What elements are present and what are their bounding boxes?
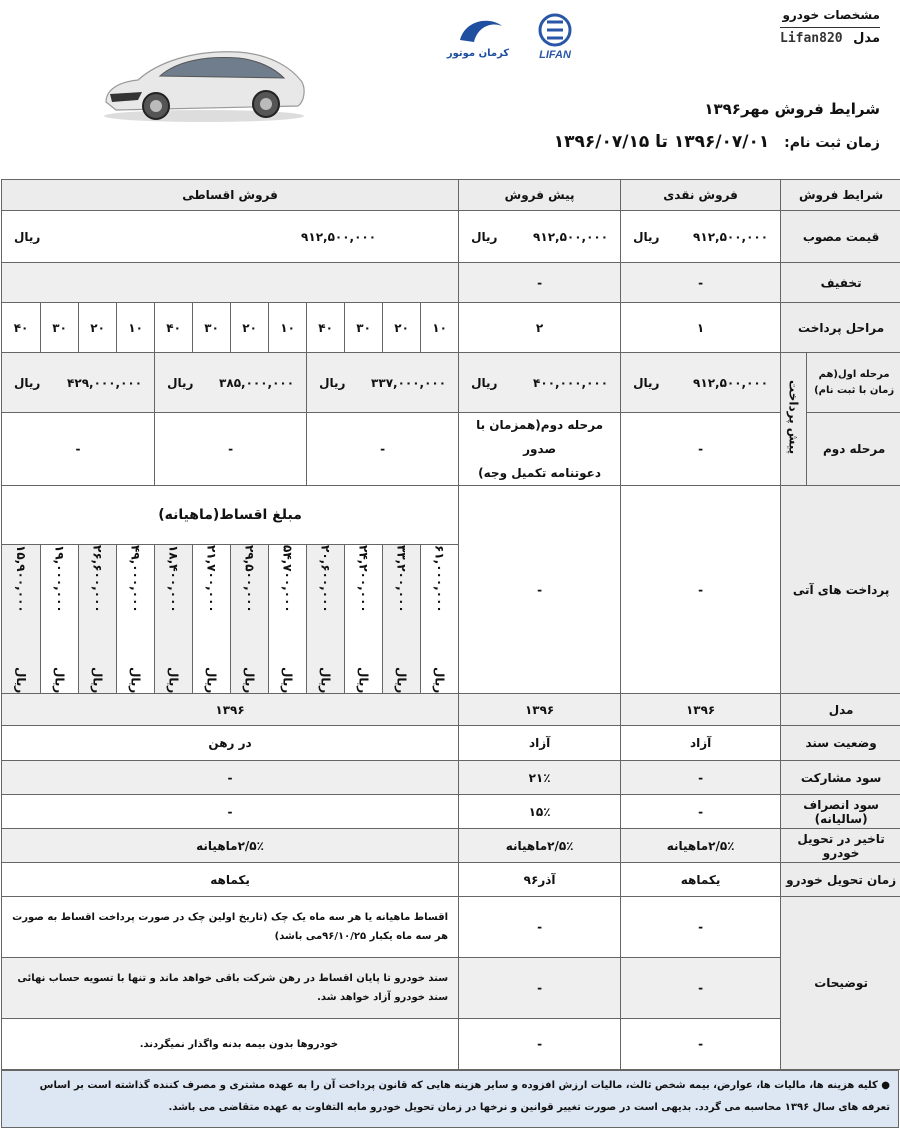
currency: ریال xyxy=(90,666,105,693)
presale-stage2 xyxy=(459,413,621,486)
installment-cancel-profit: - xyxy=(2,795,459,829)
amount-cell xyxy=(117,545,155,694)
currency: ریال xyxy=(166,666,181,693)
presale-delivery: آذر۹۶ xyxy=(459,863,621,897)
currency: ریال xyxy=(167,375,194,390)
group2-stage1-cell xyxy=(155,353,307,413)
currency: ریال xyxy=(14,666,29,693)
cash-delay: ۲/۵٪ماهیانه xyxy=(621,829,781,863)
footer-note: ● کلیه هزینه ها، مالیات ها، عوارض، بیمه شخص ثالث، مالیات ارزش افزوده و سایر هزینه هایی که قانون پرداخت آن را به عهده مشتری و مصرف کننده گذاشته است بر اساس تعرفه های سال ۱۳۹۶ محاسبه می گردد. بدیهی است در صورت تغییر قوانین و نرخها در زمان تحویل خودرو مابه التفاوت به عهده متقاضی می باشد. xyxy=(1,1070,899,1128)
presale-group-text: پیش پرداخت xyxy=(786,380,801,455)
cash-discount: - xyxy=(621,263,781,303)
cash-price: ۹۱۲,۵۰۰,۰۰۰ xyxy=(693,229,769,244)
months-cell: ۱۰ xyxy=(117,303,155,353)
cash-doc-status: آزاد xyxy=(621,726,781,761)
amount-cell xyxy=(345,545,383,694)
amount-cell xyxy=(193,545,231,694)
months-cell: ۳۰ xyxy=(193,303,231,353)
row-label-cancel-profit: سود انصراف (سالیانه) xyxy=(781,795,900,829)
cash-model: ۱۳۹۶ xyxy=(621,694,781,726)
currency: ریال xyxy=(318,666,333,693)
months-cell: ۲۰ xyxy=(231,303,269,353)
row-label-profit: سود مشارکت xyxy=(781,761,900,795)
model-value: Lifan820 xyxy=(780,31,843,46)
presale-cancel-profit: ۱۵٪ xyxy=(459,795,621,829)
row-label-stage2: مرحله دوم xyxy=(807,413,900,486)
kerman-motor-logo xyxy=(440,12,516,62)
row-label-stage1: مرحله اول(هم زمان با ثبت نام) xyxy=(807,353,900,413)
group3-stage1: ۴۲۹,۰۰۰,۰۰۰ xyxy=(67,375,143,390)
group3-stage2: - xyxy=(2,413,155,486)
presale-note-3: - xyxy=(459,1019,621,1070)
presale-note-2: - xyxy=(459,958,621,1019)
cash-stage2: - xyxy=(621,413,781,486)
cash-note-1: - xyxy=(621,897,781,958)
currency: ریال xyxy=(14,229,41,244)
cash-profit: - xyxy=(621,761,781,795)
cash-price-cell xyxy=(621,211,781,263)
amount: ۲۶,۶۰۰,۰۰۰ xyxy=(90,545,105,613)
installment-note-1: اقساط ماهیانه یا هر سه ماه یک چک (تاریخ اولین چک در صورت پرداخت اقساط به صورت هر سه ماه یکبار ۹۶/۱۰/۲۵می باشد) xyxy=(2,897,459,958)
installment-model: ۱۳۹۶ xyxy=(2,694,459,726)
amount-cell xyxy=(2,545,41,694)
cash-stage1: ۹۱۲,۵۰۰,۰۰۰ xyxy=(693,375,769,390)
currency: ریال xyxy=(633,375,660,390)
sales-table xyxy=(1,179,900,1070)
months-cell: ۴۰ xyxy=(155,303,193,353)
installment-discount xyxy=(2,263,459,303)
cash-stage1-cell xyxy=(621,353,781,413)
group1-stage2: - xyxy=(307,413,459,486)
months-cell: ۱۰ xyxy=(269,303,307,353)
presale-price: ۹۱۲,۵۰۰,۰۰۰ xyxy=(533,229,609,244)
amount: ۱۸,۴۰۰,۰۰۰ xyxy=(166,545,181,613)
currency: ریال xyxy=(204,666,219,693)
divider xyxy=(780,27,880,28)
currency: ریال xyxy=(432,666,447,693)
installment-doc-status: در رهن xyxy=(2,726,459,761)
amount-cell xyxy=(79,545,117,694)
presale-stage2-line1: مرحله دوم(همزمان با صدور xyxy=(476,418,604,456)
header xyxy=(0,0,900,178)
model-row xyxy=(780,31,880,46)
months-cell: ۲۰ xyxy=(79,303,117,353)
amount-cell xyxy=(155,545,193,694)
installment-note-2: سند خودرو تا پایان اقساط در رهن شرکت باقی خواهد ماند و تنها با تسویه حساب نهائی سند خودرو آزاد خواهد شد. xyxy=(2,958,459,1019)
presale-group-label xyxy=(781,353,807,486)
months-cell: ۲۰ xyxy=(383,303,421,353)
monthly-title: مبلغ اقساط(ماهیانه) xyxy=(2,486,459,545)
amount: ۵۴,۷۰۰,۰۰۰ xyxy=(280,545,295,613)
currency: ریال xyxy=(242,666,257,693)
currency: ریال xyxy=(471,375,498,390)
installment-price: ۹۱۲,۵۰۰,۰۰۰ xyxy=(301,229,377,244)
months-cell: ۳۰ xyxy=(41,303,79,353)
presale-future: - xyxy=(459,486,621,694)
amount-cell xyxy=(383,545,421,694)
currency: ریال xyxy=(280,666,295,693)
registration-row xyxy=(554,132,880,152)
registration-label: زمان ثبت نام: xyxy=(784,135,880,151)
amount: ۳۳,۲۰۰,۰۰۰ xyxy=(394,545,409,613)
row-label-doc-status: وضعیت سند xyxy=(781,726,900,761)
amount: ۲۱,۷۰۰,۰۰۰ xyxy=(204,545,219,613)
installment-price-cell xyxy=(2,211,459,263)
installment-delivery: یکماهه xyxy=(2,863,459,897)
spec-title: مشخصات خودرو xyxy=(782,8,880,22)
lifan-logo xyxy=(520,12,590,62)
months-cell: ۴۰ xyxy=(307,303,345,353)
amount: ۴۹,۰۰۰,۰۰۰ xyxy=(128,545,143,613)
currency: ریال xyxy=(471,229,498,244)
currency: ریال xyxy=(319,375,346,390)
row-label-model: مدل xyxy=(781,694,900,726)
col-installment: فروش اقساطی xyxy=(2,180,459,211)
amount-cell xyxy=(41,545,79,694)
amount-cell xyxy=(421,545,459,694)
currency: ریال xyxy=(52,666,67,693)
installment-profit: - xyxy=(2,761,459,795)
model-label: مدل xyxy=(853,31,880,46)
group2-stage1: ۳۸۵,۰۰۰,۰۰۰ xyxy=(219,375,295,390)
row-label-delay: تاخیر در تحویل خودرو xyxy=(781,829,900,863)
kerman-logo-text: کرمان موتور xyxy=(446,48,510,59)
cash-future: - xyxy=(621,486,781,694)
col-sale-terms: شرایط فروش xyxy=(781,180,900,211)
amount: ۱۹,۰۰۰,۰۰۰ xyxy=(52,545,67,613)
amount: ۲۹,۵۰۰,۰۰۰ xyxy=(242,545,257,613)
installment-note-3: خودروها بدون بیمه بدنه واگذار نمیگردند. xyxy=(2,1019,459,1070)
months-cell: ۱۰ xyxy=(421,303,459,353)
cash-note-3: - xyxy=(621,1019,781,1070)
currency: ریال xyxy=(394,666,409,693)
group1-stage1: ۳۳۷,۰۰۰,۰۰۰ xyxy=(371,375,447,390)
cash-note-2: - xyxy=(621,958,781,1019)
months-cell: ۴۰ xyxy=(2,303,41,353)
group1-stage1-cell xyxy=(307,353,459,413)
presale-stage1: ۴۰۰,۰۰۰,۰۰۰ xyxy=(533,375,609,390)
presale-model: ۱۳۹۶ xyxy=(459,694,621,726)
row-label-price: قیمت مصوب xyxy=(781,211,900,263)
currency: ریال xyxy=(14,375,41,390)
row-label-discount: تخفیف xyxy=(781,263,900,303)
cash-delivery: یکماهه xyxy=(621,863,781,897)
installment-delay: ۲/۵٪ماهیانه xyxy=(2,829,459,863)
amount: ۲۰,۶۰۰,۰۰۰ xyxy=(318,545,333,613)
lifan-logo-text: LIFAN xyxy=(539,49,571,61)
amount: ۶۱,۰۰۰,۰۰۰ xyxy=(432,545,447,613)
amount-cell xyxy=(231,545,269,694)
row-label-delivery: زمان تحویل خودرو xyxy=(781,863,900,897)
sale-conditions-title: شرایط فروش مهر۱۳۹۶ xyxy=(704,100,880,118)
currency: ریال xyxy=(633,229,660,244)
cash-cancel-profit: - xyxy=(621,795,781,829)
col-cash: فروش نقدی xyxy=(621,180,781,211)
amount-cell xyxy=(269,545,307,694)
col-presale: پیش فروش xyxy=(459,180,621,211)
amount: ۲۴,۲۰۰,۰۰۰ xyxy=(356,545,371,613)
currency: ریال xyxy=(128,666,143,693)
presale-stage2-line2: دعوتنامه تکمیل وجه) xyxy=(478,466,602,480)
presale-note-1: - xyxy=(459,897,621,958)
registration-range: ۱۳۹۶/۰۷/۰۱ تا ۱۳۹۶/۰۷/۱۵ xyxy=(553,132,770,152)
amount-cell xyxy=(307,545,345,694)
presale-discount: - xyxy=(459,263,621,303)
car-image xyxy=(98,36,310,126)
presale-stages: ۲ xyxy=(459,303,621,353)
months-cell: ۳۰ xyxy=(345,303,383,353)
row-label-stages: مراحل پرداخت xyxy=(781,303,900,353)
cash-stages: ۱ xyxy=(621,303,781,353)
presale-price-cell xyxy=(459,211,621,263)
group2-stage2: - xyxy=(155,413,307,486)
presale-stage1-cell xyxy=(459,353,621,413)
amount: ۱۵,۹۰۰,۰۰۰ xyxy=(14,545,29,613)
row-label-notes: توضیحات xyxy=(781,897,900,1070)
currency: ریال xyxy=(356,666,371,693)
presale-profit: ۲۱٪ xyxy=(459,761,621,795)
presale-doc-status: آزاد xyxy=(459,726,621,761)
row-label-future: پرداخت های آتی xyxy=(781,486,900,694)
presale-delay: ۲/۵٪ماهیانه xyxy=(459,829,621,863)
group3-stage1-cell xyxy=(2,353,155,413)
